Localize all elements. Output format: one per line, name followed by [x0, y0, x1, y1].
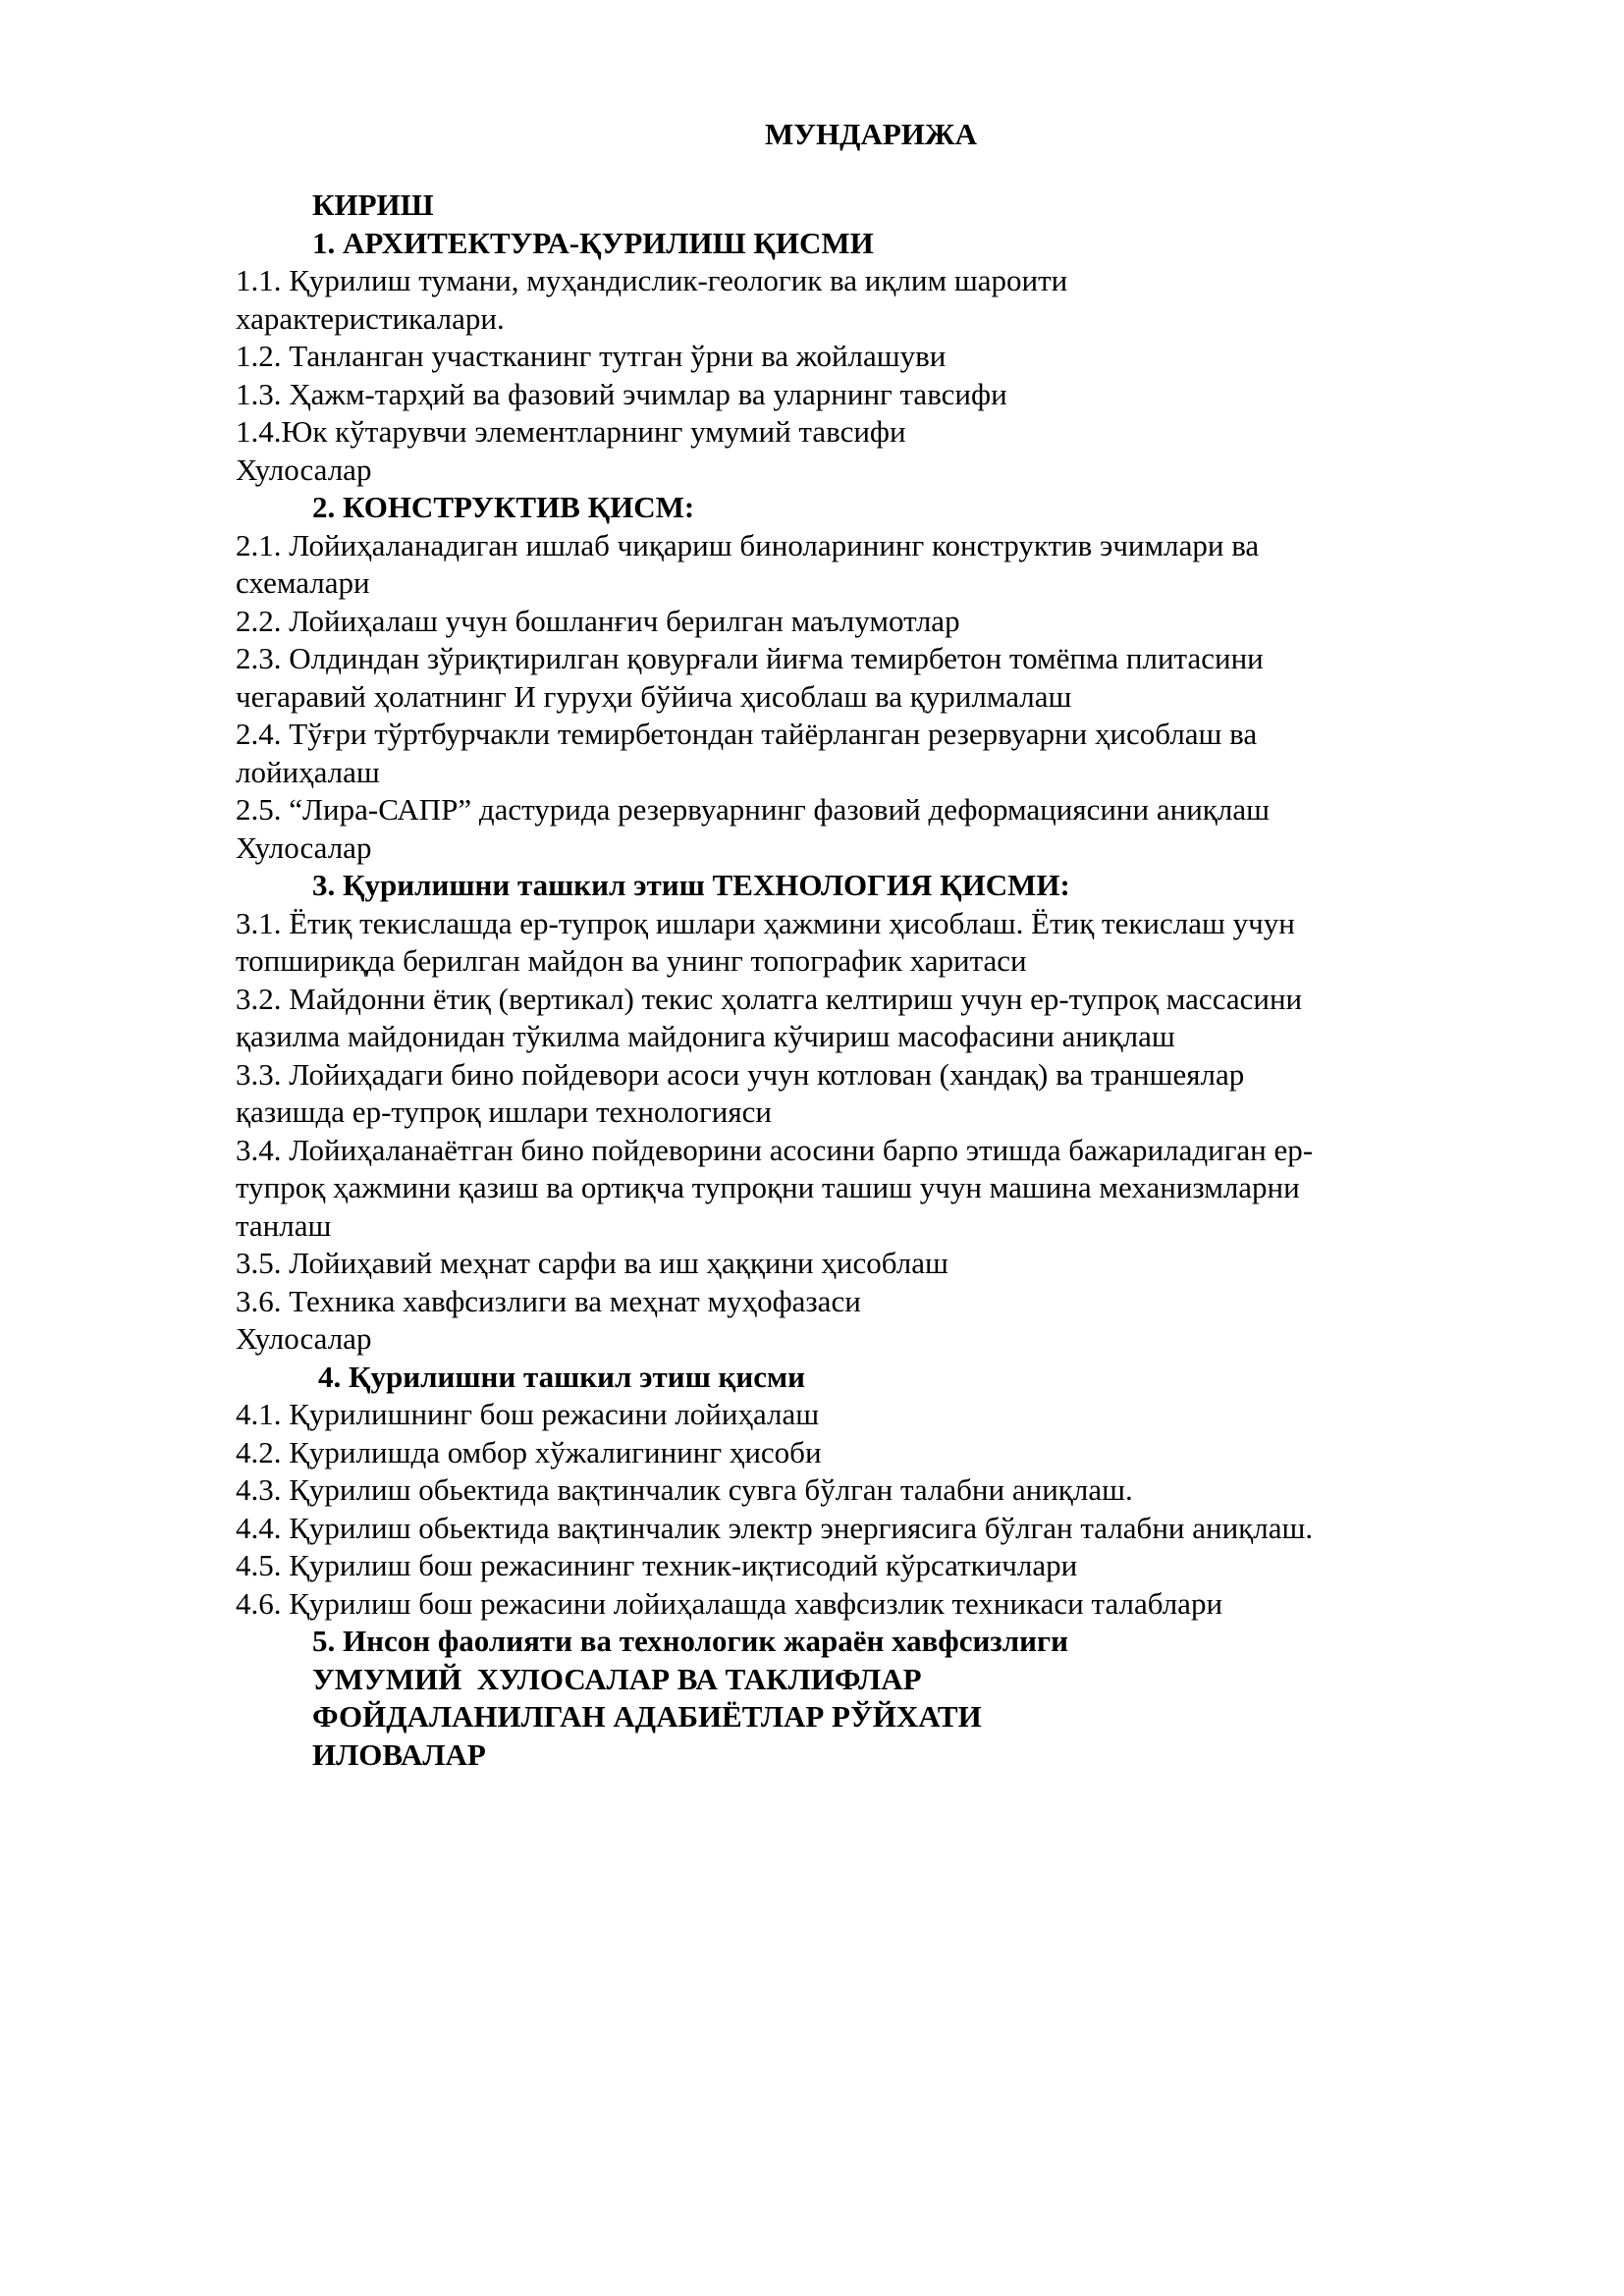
toc-item: Хулосалар: [236, 452, 372, 487]
toc-item: 1.4.Юк кўтарувчи элементларнинг умумий тавсифи: [236, 414, 906, 449]
toc-item: 3.4. Лойиҳаланаётган бино пойдеворини асосини барпо этишда бажариладиган ер- тупроқ ҳажмини қазиш ва ортиқча тупроқни ташиш учун машина механизмларни танлаш: [236, 1132, 1314, 1243]
toc-item: 4.3. Қурилиш обьектида вақтинчалик сувга бўлган талабни аниқлаш.: [236, 1472, 1133, 1507]
toc-item: Хулосалар: [236, 1321, 372, 1356]
toc-item: 4.2. Қурилишда омбор хўжалигининг ҳисоби: [236, 1434, 822, 1469]
toc-heading: УМУМИЙ ХУЛОСАЛАР ВА ТАКЛИФЛАР: [312, 1661, 922, 1696]
toc-item: 2.5. “Лира-САПР” дастурида резервуарнинг фазовий деформациясини аниқлаш: [236, 792, 1270, 827]
toc-item: 1.3. Ҳажм-тарҳий ва фазовий эчимлар ва уларнинг тавсифи: [236, 376, 1007, 411]
toc-item: 3.3. Лойиҳадаги бино пойдевори асоси учун котлован (хандақ) ва траншеялар қазишда ер-тупроқ ишлари технологияси: [236, 1056, 1245, 1129]
toc-heading: ФОЙДАЛАНИЛГАН АДАБИЁТЛАР РЎЙХАТИ: [312, 1699, 982, 1734]
page-title: МУНДАРИЖА: [765, 117, 977, 151]
toc-item: 3.5. Лойиҳавий меҳнат сарфи ва иш ҳаққини ҳисоблаш: [236, 1246, 948, 1280]
toc-item: 2.1. Лойиҳаланадиган ишлаб чиқариш биноларининг конструктив эчимлари ва схемалари: [236, 527, 1260, 600]
toc-heading: 3. Қурилишни ташкил этиш ТЕХНОЛОГИЯ ҚИСМИ:: [312, 868, 1070, 902]
toc-item: 2.4. Тўғри тўртбурчакли темирбетондан тайёрланган резервуарни ҳисоблаш ва лойиҳалаш: [236, 717, 1258, 789]
table-of-contents: [236, 187, 1463, 1774]
toc-item: 4.6. Қурилиш бош режасини лойиҳалашда хавфсизлик техникаси талаблари: [236, 1585, 1223, 1621]
toc-heading: 2. КОНСТРУКТИВ ҚИСМ:: [312, 490, 695, 524]
toc-item: 2.2. Лойиҳалаш учун бошланғич берилган маълумотлар: [236, 603, 960, 638]
toc-item: Хулосалар: [236, 829, 372, 865]
toc-item: 3.1. Ётиқ текислашда ер-тупроқ ишлари ҳажмини ҳисоблаш. Ётиқ текислаш учун топшириқда берилган майдон ва унинг топографик харитаси: [236, 905, 1295, 978]
toc-item: 4.4. Қурилиш обьектида вақтинчалик электр энергиясига бўлган талабни аниқлаш.: [236, 1510, 1314, 1545]
toc-heading: ИЛОВАЛАР: [312, 1736, 486, 1772]
toc-item: 1.1. Қурилиш тумани, муҳандислик-геологик ва иқлим шароити характеристикалари.: [236, 263, 1068, 336]
toc-item: 1.2. Танланган участканинг тутган ўрни ва жойлашуви: [236, 339, 947, 373]
toc-heading: 1. АРХИТЕКТУРА-ҚУРИЛИШ ҚИСМИ: [312, 225, 874, 260]
toc-heading: КИРИШ: [312, 187, 434, 222]
toc-item: 2.3. Олдиндан зўриқтирилган қовурғали йиғма темирбетон томёпма плитасини чегаравий ҳолатнинг И гуруҳи бўйича ҳисоблаш ва қурилмалаш: [236, 641, 1264, 714]
toc-item: 3.6. Техника хавфсизлиги ва меҳнат муҳофазаси: [236, 1283, 861, 1318]
toc-item: 3.2. Майдонни ётиқ (вертикал) текис ҳолатга келтириш учун ер-тупроқ массасини қазилма майдонидан тўкилма майдонига кўчириш масофасини аниқлаш: [236, 981, 1303, 1053]
toc-heading: 4. Қурилишни ташкил этиш қисми: [318, 1359, 805, 1394]
toc-heading: 5. Инсон фаолияти ва технологик жараён хавфсизлиги: [312, 1624, 1068, 1658]
toc-item: 4.1. Қурилишнинг бош режасини лойиҳалаш: [236, 1397, 820, 1431]
toc-item: 4.5. Қурилиш бош режасининг техник-иқтисодий кўрсаткичлари: [236, 1548, 1078, 1582]
